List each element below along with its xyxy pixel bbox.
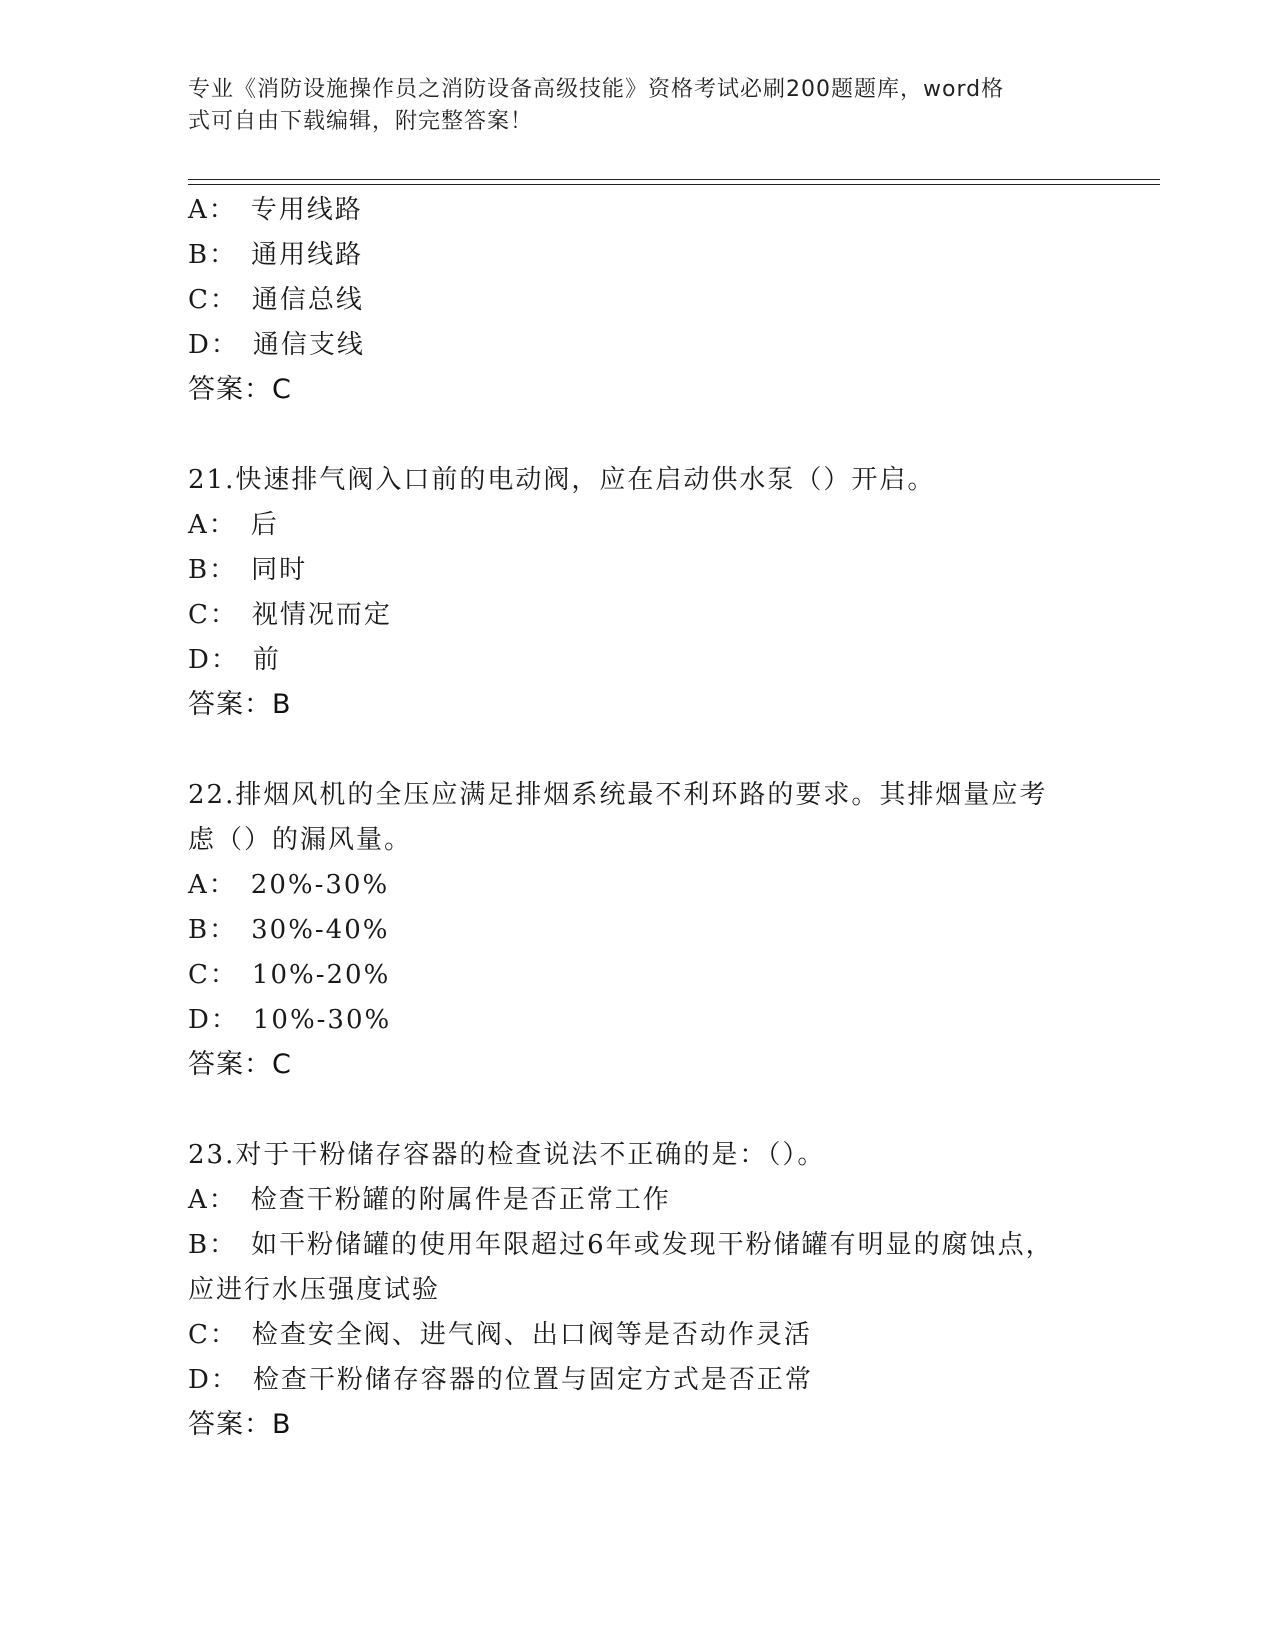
option-label: A： [188, 195, 237, 225]
option-label: A： [188, 1185, 237, 1215]
option-text: 10%-20% [251, 960, 391, 990]
header-line-2: 式可自由下载编辑，附完整答案！ [188, 109, 534, 134]
q23-option-b [188, 1228, 1054, 1262]
q21-option-d [188, 643, 281, 677]
option-label: C： [188, 1320, 238, 1350]
q21-option-c [188, 598, 392, 632]
option-text: 通信总线 [251, 285, 364, 315]
q20-option-d [188, 328, 365, 362]
option-label: D： [188, 1365, 239, 1395]
q23-option-b-continued: 应进行水压强度试验 [188, 1275, 441, 1305]
option-label: D： [188, 1005, 239, 1035]
option-label: D： [188, 330, 239, 360]
option-text: 检查安全阀、进气阀、出口阀等是否动作灵活 [251, 1320, 812, 1350]
q23-option-d [188, 1363, 813, 1397]
option-label: A： [188, 870, 237, 900]
q23-option-c [188, 1318, 812, 1352]
option-text: 10%-30% [252, 1005, 392, 1035]
q23-question: 23.对于干粉储存容器的检查说法不正确的是：（）。 [188, 1140, 826, 1170]
option-text: 同时 [251, 555, 308, 585]
option-text: 前 [252, 645, 281, 675]
document-header [188, 74, 1068, 138]
option-text: 后 [250, 510, 279, 540]
option-text: 30%-40% [251, 915, 390, 945]
option-text: 检查干粉罐的附属件是否正常工作 [250, 1185, 671, 1215]
q22-question-line-1: 22.排烟风机的全压应满足排烟系统最不利环路的要求。其排烟量应考 [188, 780, 1048, 810]
q21-option-a [188, 508, 279, 542]
q22-question-line-2: 虑（）的漏风量。 [188, 825, 413, 855]
option-label: C： [188, 600, 238, 630]
q20-option-a [188, 193, 363, 227]
header-divider-top [188, 179, 1160, 180]
option-label: C： [188, 285, 238, 315]
option-text: 通用线路 [251, 240, 364, 270]
q20-option-b [188, 238, 363, 272]
option-text: 专用线路 [250, 195, 363, 225]
option-label: C： [188, 960, 238, 990]
q22-option-c [188, 958, 390, 992]
q20-option-c [188, 283, 364, 317]
q21-answer: 答案：B [188, 689, 292, 720]
option-label: A： [188, 510, 237, 540]
option-label: B： [188, 240, 238, 270]
option-label: B： [188, 1230, 238, 1260]
q21-question: 21.快速排气阀入口前的电动阀，应在启动供水泵（）开启。 [188, 465, 936, 495]
q22-option-d [188, 1003, 391, 1037]
q23-option-a [188, 1183, 671, 1217]
q20-answer: 答案：C [188, 374, 292, 405]
option-text: 20%-30% [250, 870, 390, 900]
option-label: B： [188, 915, 238, 945]
header-line-1: 专业《消防设施操作员之消防设备高级技能》资格考试必刷200题题库，word格 [188, 77, 1005, 102]
option-text: 检查干粉储存容器的位置与固定方式是否正常 [252, 1365, 813, 1395]
q22-answer: 答案：C [188, 1049, 292, 1080]
q22-option-b [188, 913, 389, 947]
option-text: 如干粉储罐的使用年限超过6年或发现干粉储罐有明显的腐蚀点， [251, 1230, 1054, 1260]
q22-option-a [188, 868, 389, 902]
header-divider-bottom [188, 184, 1160, 185]
option-label: D： [188, 645, 239, 675]
option-label: B： [188, 555, 238, 585]
q21-option-b [188, 553, 307, 587]
q23-answer: 答案：B [188, 1409, 292, 1440]
option-text: 通信支线 [252, 330, 365, 360]
option-text: 视情况而定 [251, 600, 392, 630]
